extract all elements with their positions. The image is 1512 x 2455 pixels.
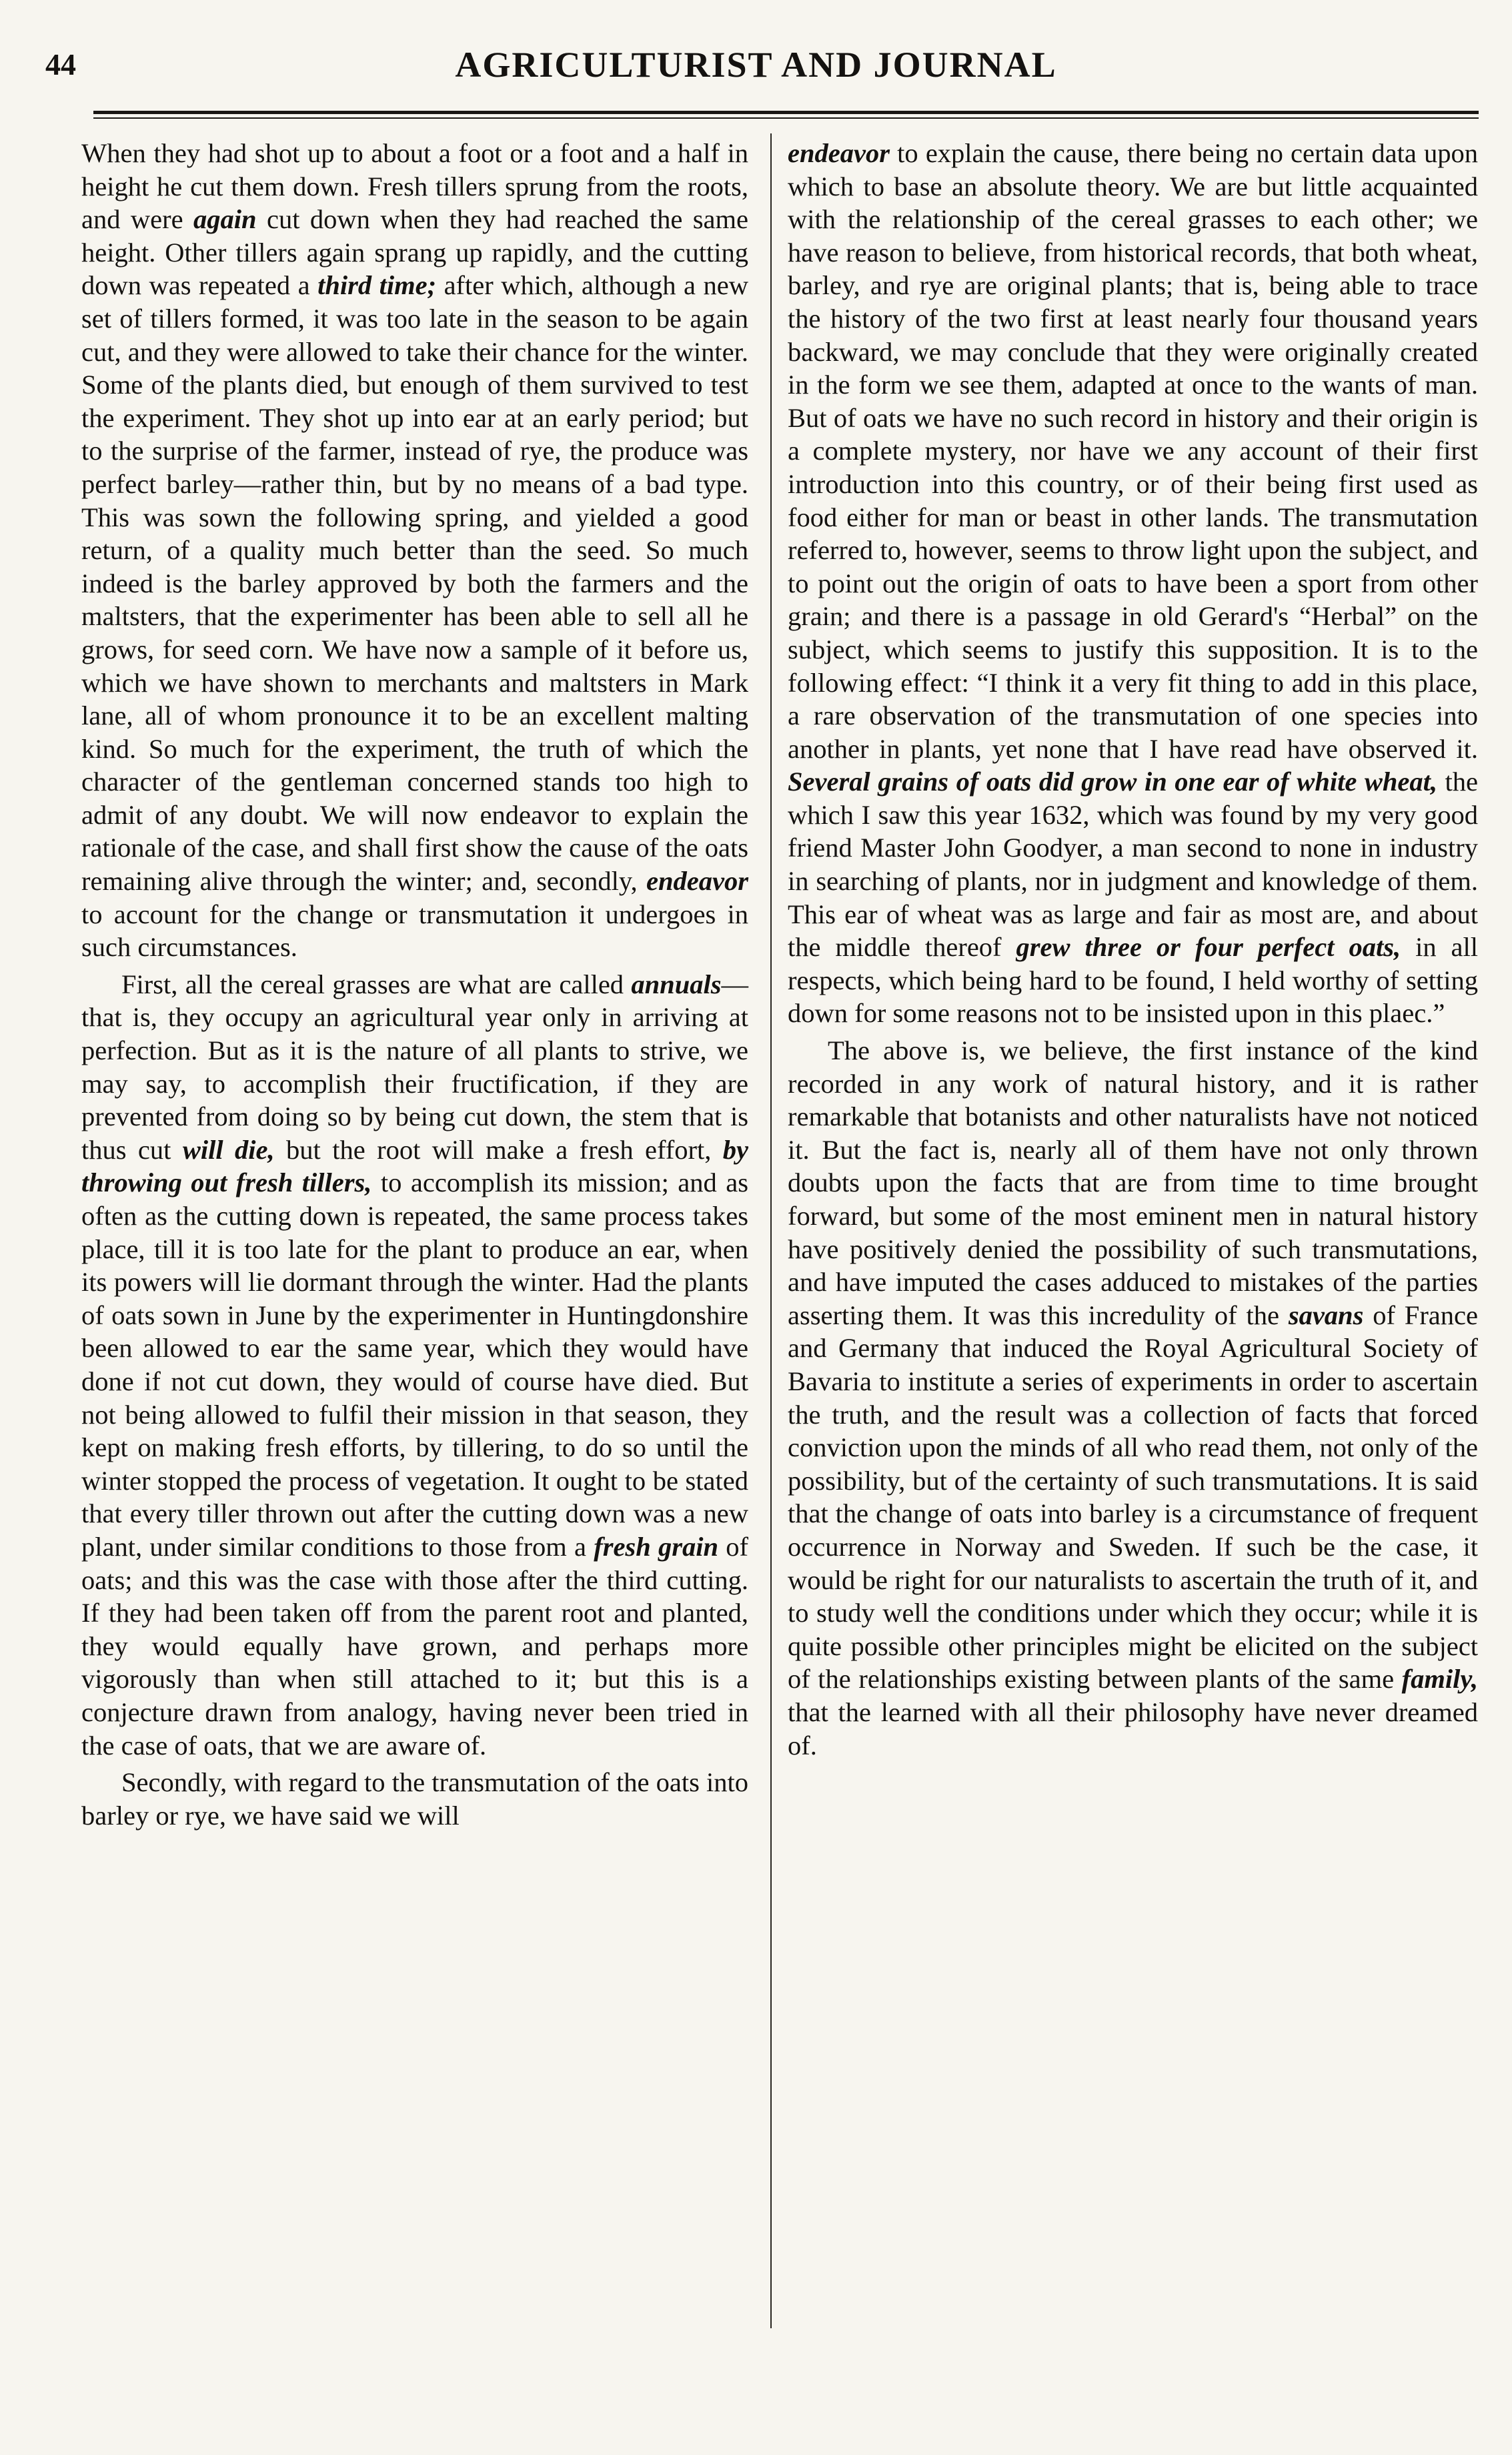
text-run: to accomplish its mission; and as often as the cutting down is repeated, the same process takes place, till it is too late for the plant to produce an ear, when its powers will lie dormant through the winter. Had the plants of oats sown in June by the experimenter in Huntingdonshire been allowed to ear the same year, which they would have done if not cut down, they would of course have died. But not being allowed to fulfil their mission in that season, they kept on making fresh efforts, by tillering, to do so until the winter stopped the process of vegetation. It ought to be stated that every tiller thrown out after the cutting down was a new plant, under similar conditions to those from a xyxy=(81,1167,748,1562)
italic-run: again xyxy=(193,204,257,235)
italic-run: endeavor xyxy=(788,138,890,168)
text-run: but the root will make a fresh effort, xyxy=(274,1134,723,1165)
header-rule xyxy=(93,111,1479,114)
text-run: The above is, we believe, the first instance of the kind recorded in any work of natural history, and it is rather remarkable that botanists and other naturalists have not noticed it. But the fact is, nearly all of them have not only thrown doubts upon the facts that are from time to time brought forward, but some of the most eminent men in natural history have positively denied the possibility of such transmutations, and have imputed the cases adduced to mistakes of the parties asserting them. It was this incredulity of the xyxy=(788,1035,1478,1330)
text-run: of France and Germany that induced the Royal Agricultural Society of Bavaria to institute a series of experiments in order to ascertain the truth, and the result was a collection of facts that forced conviction upon the minds of all who read them, not only of the possibility, but of the certainty of such transmutations. It is said that the change of oats into barley is a circumstance of frequent occurrence in Norway and Sweden. If such be the case, it would be right for our naturalists to ascertain the truth of it, and to study well the conditions under which they occur; while it is quite possible other principles might be elicited on the subject of the relationships existing between plants of the same xyxy=(788,1300,1478,1694)
paragraph xyxy=(788,1034,1478,1762)
left-column xyxy=(81,137,748,1832)
text-run: that the learned with all their philosophy have never dreamed of. xyxy=(788,1696,1478,1761)
text-run: When they had shot up to about a foot or a foot and a half in height he cut them down. Fresh tillers sprung from the roots, and were xyxy=(81,138,748,235)
italic-run: annuals xyxy=(631,969,722,999)
text-run: Secondly, with regard to the transmutation of the oats into barley or rye, we have said we will xyxy=(81,1767,748,1831)
paragraph xyxy=(81,137,748,964)
italic-run: savans xyxy=(1288,1300,1364,1330)
italic-run: by throwing out fresh tillers, xyxy=(81,1134,749,1198)
italic-run: grew three or four perfect oats, xyxy=(1016,932,1401,963)
header-rule-thin xyxy=(93,117,1479,119)
paragraph xyxy=(788,137,1478,1030)
paragraph xyxy=(81,1766,748,1832)
running-head: AGRICULTURIST AND JOURNAL xyxy=(455,45,1057,85)
italic-run: third time; xyxy=(317,270,437,301)
text-run: of oats; and this was the case with those after the third cutting. If they had been taken off from the parent root and planted, they would equally have grown, and perhaps more vigorously than when still attached to it; but this is a conjecture drawn from analogy, having never been tried in the case of oats, that we are aware of. xyxy=(81,1531,748,1761)
italic-run: Several grains of oats did grow in one ear of white wheat, xyxy=(788,767,1437,797)
italic-run: fresh grain xyxy=(594,1531,718,1562)
text-run: to account for the change or transmutation it undergoes in such circumstances. xyxy=(81,899,748,963)
italic-run: family, xyxy=(1401,1664,1478,1694)
italic-run: endeavor xyxy=(646,866,748,897)
text-run: after which, although a new set of tillers formed, it was too late in the season to be again cut, and they were allowed to take their chance for the winter. Some of the plants died, but enough of them survived to test the experiment. They shot up into ear at an early period; but to the surprise of the farmer, instead of rye, the produce was perfect barley—rather thin, but by no means of a bad type. This was sown the following spring, and yielded a good return, of a quality much better than the seed. So much indeed is the barley approved by both the farmers and the maltsters, that the experimenter has been able to sell all he grows, for seed corn. We have now a sample of it before us, which we have shown to merchants and maltsters in Mark lane, all of whom pronounce it to be an excellent malting kind. So much for the experiment, the truth of which the character of the gentleman concerned stands too high to admit of any doubt. We will now endeavor to explain the rationale of the case, and shall first show the cause of the oats remaining alive through the winter; and, secondly, xyxy=(81,270,748,897)
text-run: First, all the cereal grasses are what are called xyxy=(121,969,632,999)
column-divider xyxy=(770,133,772,2328)
text-run: cut down when they had reached the same height. Other tillers again sprang up rapidly, and the cutting down was repeated a xyxy=(81,204,748,301)
right-column xyxy=(788,137,1478,1762)
text-run: —that is, they occupy an agricultural year only in arriving at perfection. But as it is the nature of all plants to strive, we may say, to accomplish their fructification, if they are prevented from doing so by being cut down, the stem that is thus cut xyxy=(81,969,748,1165)
page-number: 44 xyxy=(45,47,76,81)
italic-run: will die, xyxy=(182,1134,275,1165)
paragraph xyxy=(81,968,748,1762)
text-run: to explain the cause, there being no certain data upon which to base an absolute theory. We are but little acquainted with the relationship of the cereal grasses to each other; we have reason to believe, from historical records, that both wheat, barley, and rye are original plants; that is, being able to trace the history of the two first at least nearly four thousand years backward, we may conclude that they were originally created in the form we see them, adapted at once to the wants of man. But of oats we have no such record in history and their origin is a complete mystery, nor have we any account of their first introduction into this country, or of their being first used as food either for man or beast in other lands. The transmutation referred to, however, seems to throw light upon the subject, and to point out the origin of oats to have been a sport from other grain; and there is a passage in old Gerard's “Herbal” on the subject, which seems to justify this supposition. It is to the following effect: “I think it a very fit thing to add in this place, a rare observation of the transmutation of one species into another in plants, yet none that I have read have observed it. xyxy=(788,138,1478,764)
text-run: the which I saw this year 1632, which was found by my very good friend Master John Goodyer, a man second to none in industry in searching of plants, nor in judgment and knowledge of them. This ear of wheat was as large and fair as most are, and about the middle thereof xyxy=(788,767,1478,963)
text-run: in all respects, which being hard to be found, I held worthy of setting down for some reasons not to be insisted upon in this plaec.” xyxy=(788,932,1478,1029)
